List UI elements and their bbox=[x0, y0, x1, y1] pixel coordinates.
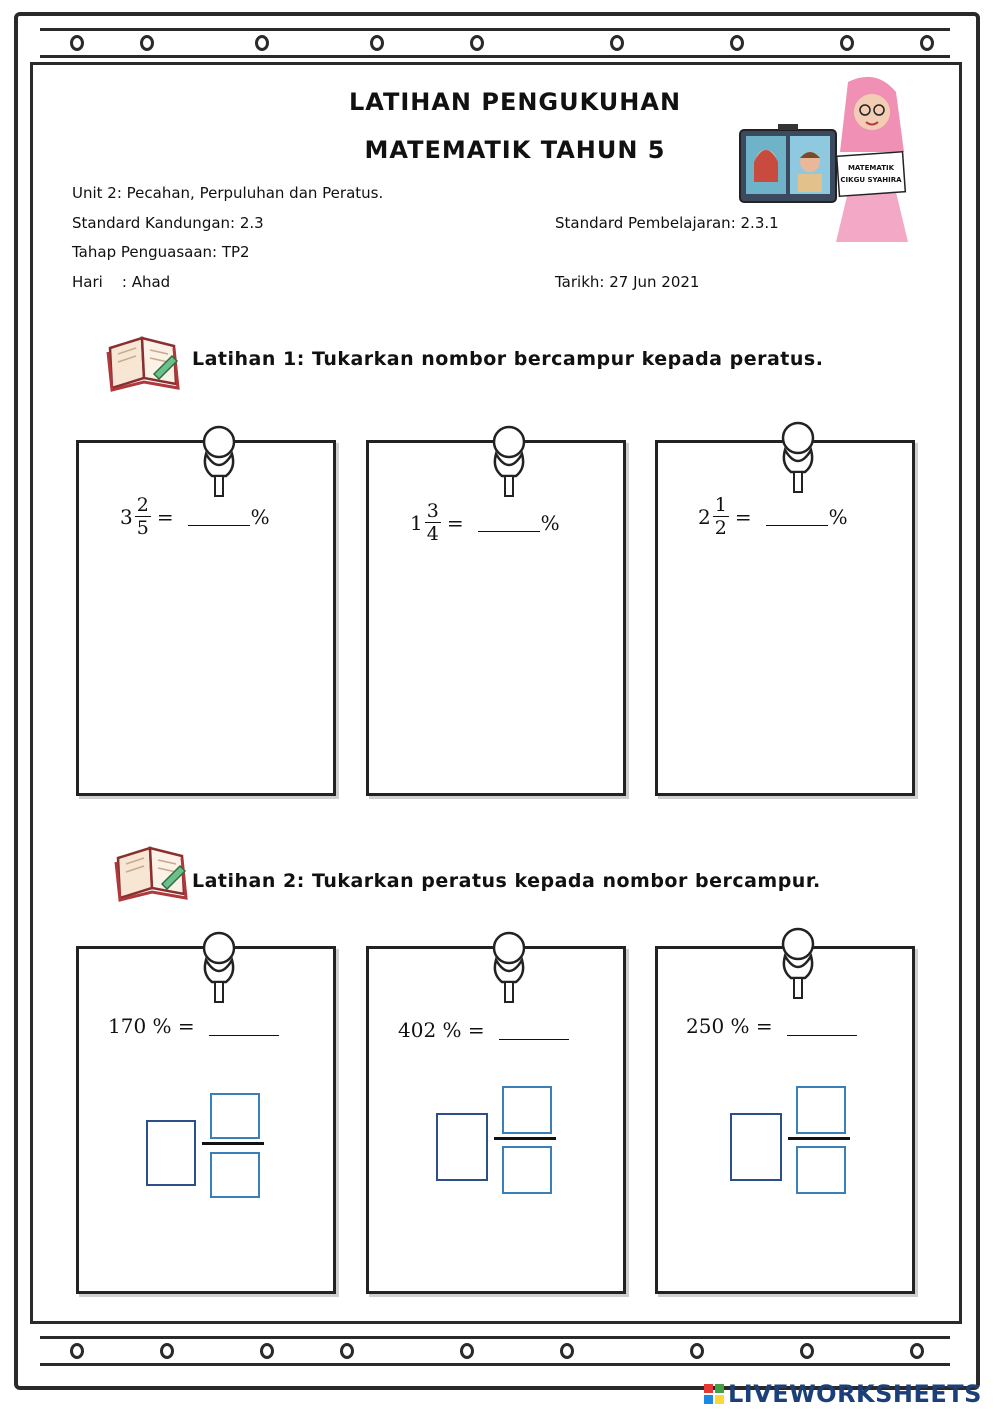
teacher-illustration-icon bbox=[736, 72, 926, 247]
numerator-box[interactable] bbox=[210, 1093, 260, 1139]
percent-sign: % bbox=[540, 510, 560, 535]
worksheet-title-line2: MATEMATIK TAHUN 5 bbox=[364, 136, 666, 164]
answer-blank-4[interactable] bbox=[209, 1017, 279, 1036]
fraction-bar bbox=[202, 1142, 264, 1145]
hari-label: Hari : Ahad bbox=[72, 273, 171, 291]
answer-blank-1[interactable] bbox=[188, 507, 250, 526]
percent-expression-1 bbox=[108, 1014, 280, 1038]
worksheet-title-line1: LATIHAN PENGUKUHAN bbox=[348, 88, 682, 116]
fraction-bar bbox=[494, 1137, 556, 1140]
whole-number: 1 bbox=[410, 510, 423, 535]
percent-prompt: 402 % = bbox=[398, 1018, 485, 1042]
section2-title: Latihan 2: Tukarkan peratus kepada nombor bercampur. bbox=[192, 870, 821, 892]
liveworksheets-logo-icon bbox=[704, 1384, 724, 1404]
whole-number-box[interactable] bbox=[730, 1113, 782, 1181]
mixed-number-expression-3 bbox=[698, 494, 848, 539]
section1-title: Latihan 1: Tukarkan nombor bercampur kepada peratus. bbox=[192, 348, 824, 370]
fraction: $\frac{1}{2}$ bbox=[714, 494, 727, 539]
svg-text:CIKGU SYAHIRA: CIKGU SYAHIRA bbox=[840, 176, 902, 184]
denominator-box[interactable] bbox=[796, 1146, 846, 1194]
whole-number-box[interactable] bbox=[146, 1120, 196, 1186]
pushpin-icon bbox=[775, 926, 821, 1004]
bottom-rail bbox=[40, 1336, 950, 1366]
equals-sign: = bbox=[446, 510, 464, 535]
denominator-box[interactable] bbox=[210, 1152, 260, 1198]
svg-text:MATEMATIK: MATEMATIK bbox=[847, 164, 895, 172]
answer-blank-2[interactable] bbox=[478, 513, 540, 532]
whole-number: 2 bbox=[698, 504, 711, 529]
whole-number: 3 bbox=[120, 504, 133, 529]
percent-prompt: 170 % = bbox=[108, 1014, 195, 1038]
numerator-box[interactable] bbox=[502, 1086, 552, 1134]
pushpin-icon bbox=[486, 424, 532, 502]
fraction-bar bbox=[788, 1137, 850, 1140]
answer-blank-6[interactable] bbox=[787, 1017, 857, 1036]
pushpin-icon bbox=[775, 420, 821, 498]
answer-blank-5[interactable] bbox=[499, 1021, 569, 1040]
fraction: $\frac{2}{5}$ bbox=[136, 494, 149, 539]
pushpin-icon bbox=[196, 424, 242, 502]
liveworksheets-watermark bbox=[704, 1378, 982, 1410]
standard-kandungan-label: Standard Kandungan: 2.3 bbox=[72, 214, 264, 232]
unit-label: Unit 2: Pecahan, Perpuluhan dan Peratus. bbox=[72, 184, 384, 202]
percent-sign: % bbox=[828, 504, 848, 529]
watermark-text: LIVEWORKSHEETS bbox=[728, 1380, 982, 1408]
percent-sign: % bbox=[250, 504, 270, 529]
equals-sign: = bbox=[156, 504, 174, 529]
fraction: $\frac{3}{4}$ bbox=[426, 500, 439, 545]
whole-number-box[interactable] bbox=[436, 1113, 488, 1181]
mixed-number-expression-1 bbox=[120, 494, 270, 539]
answer-blank-3[interactable] bbox=[766, 507, 828, 526]
standard-pembelajaran-label: Standard Pembelajaran: 2.3.1 bbox=[555, 214, 779, 232]
book-icon bbox=[112, 838, 192, 904]
mixed-number-expression-2 bbox=[410, 500, 560, 545]
teacher-illustration bbox=[736, 72, 926, 247]
denominator-box[interactable] bbox=[502, 1146, 552, 1194]
percent-expression-2 bbox=[398, 1018, 570, 1042]
tahap-penguasaan-label: Tahap Penguasaan: TP2 bbox=[72, 243, 250, 261]
book-icon bbox=[104, 328, 184, 394]
top-rail bbox=[40, 28, 950, 58]
tarikh-label: Tarikh: 27 Jun 2021 bbox=[555, 273, 700, 291]
numerator-box[interactable] bbox=[796, 1086, 846, 1134]
equals-sign: = bbox=[734, 504, 752, 529]
percent-expression-3 bbox=[686, 1014, 858, 1038]
pushpin-icon bbox=[486, 930, 532, 1008]
percent-prompt: 250 % = bbox=[686, 1014, 773, 1038]
pushpin-icon bbox=[196, 930, 242, 1008]
